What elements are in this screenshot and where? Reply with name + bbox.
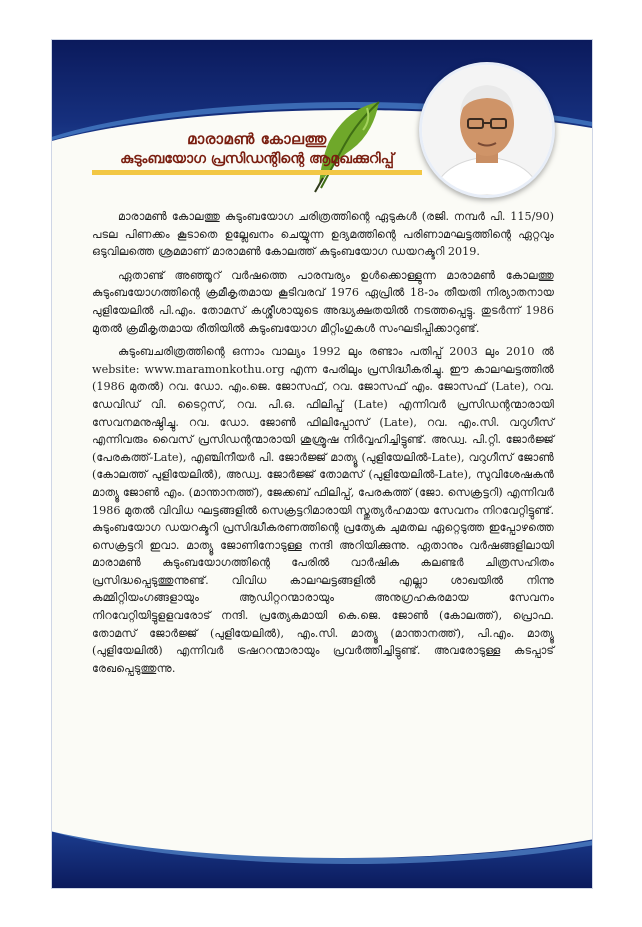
title-line-1: മാരാമൺ കോലത്തു	[187, 130, 327, 148]
paragraph-2: ഏതാണ്ട് അഞ്ഞൂറ് വർഷത്തെ പാരമ്പര്യം ഉൾക്കൊള്ളുന്ന മാരാമൺ കോലത്തു കുടുംബയോഗത്തിന്റെ ക്രമീകൃതമായ കൂടിവരവ് 1976 ഏപ്രിൽ 18-ാം തീയതി നിര്യാതനായ പുളിയേലിൽ പി.എം. തോമസ് കശ്ശീശായുടെ അദ്ധ്യക്ഷതയിൽ നടത്തപ്പെട്ടു. തുടർന്ന് 1986 മുതൽ ക്രമീകൃതമായ രീതിയിൽ കുടുംബയോഗ മീറ്റിംഗുകൾ സംഘടിപ്പിക്കാറുണ്ട്.	[92, 268, 554, 335]
paragraph-3: കുടുംബചരിത്രത്തിന്റെ ഒന്നാം വാല്യം 1992 ലും രണ്ടാം പതിപ്പ് 2003 ലും 2010 ൽ website: www.maramonkothu.org എന്ന പേരിലും പ്രസിദ്ധീകരിച്ചു. ഈ കാലഘട്ടത്തിൽ (1986 മുതൽ) റവ. ഡോ. എം.ജെ. ജോസഫ്, റവ. ജോസഫ് എം. ജോസഫ് (Late), റവ. ഡേവിഡ് വി. ടൈറ്റസ്, റവ. പി.ഒ. ഫിലിപ്പ് (Late) എന്നിവർ പ്രസിഡന്റന്മാരായി സേവനമനുഷ്ഠിച്ചു. റവ. ഡോ. ജോൺ ഫിലിപ്പോസ് (Late), റവ. എം.സി. വറുഗീസ് എന്നിവരും വൈസ് പ്രസിഡന്റന്മാരായി ശുശ്രൂഷ നിർവ്വഹിച്ചിട്ടുണ്ട്. അഡ്വ. പി.റ്റി. ജോർജ്ജ് (പേരകത്ത്-Late), എഞ്ചിനീയർ പി. ജോർജ്ജ് മാത്യൂ (പുളിയേലിൽ-Late), വറുഗീസ് ജോൺ (കോലത്ത് പുളിയേലിൽ), അഡ്വ. ജോർജ്ജ് തോമസ് (പുളിയേലിൽ-Late), സുവിശേഷകൻ മാത്യൂ ജോൺ എം. (മാന്താനത്ത്), ജേക്കബ് ഫിലിപ്പ്, പേരകത്ത് (ജോ. സെക്രട്ടറി) എന്നിവർ 1986 മുതൽ വിവിധ ഘട്ടങ്ങളിൽ സെക്രട്ടറിമാരായി സ്തുത്യർഹമായ സേവനം നിറവേറ്റിട്ടുണ്ട്. കുടുംബയോഗ ഡയറക്ടറി പ്രസിദ്ധീകരണത്തിന്റെ പ്രത്യേക ചുമതല ഏറ്റെടുത്ത ഇപ്പോഴത്തെ സെക്രട്ടറി ഇവാ. മാത്യൂ ജോണിനോടുള്ള നന്ദി അറിയിക്കുന്നു. ഏതാനും വർഷങ്ങളിലായി മാരാമൺ കുടുംബയോഗത്തിന്റെ പേരിൽ വാർഷിക കലണ്ടർ ചിത്രസഹിതം പ്രസിദ്ധപ്പെടുത്തുന്നുണ്ട്. വിവിധ കാലഘട്ടങ്ങളിൽ എല്ലാ ശാഖയിൽ നിന്നു കമ്മിറ്റിയംഗങ്ങളായും ആഡിറ്ററന്മാരായും അനുഗ്രഹകരമായ സേവനം നിറവേറ്റിയിട്ടുളളവരോട് നന്ദി. പ്രത്യേകമായി കെ.ജെ. ജോൺ (കോലത്ത്), പ്രൊഫ. തോമസ് ജോർജ്ജ് (പുളിയേലിൽ), എം.സി. മാത്യൂ (മാന്താനത്ത്), പി.എം. മാത്യൂ (പുളിയേലിൽ) എന്നിവർ ട്രഷററന്മാരായും പ്രവർത്തിച്ചിട്ടുണ്ട്. അവരോടുള്ള കടപ്പാട് രേഖപ്പെടുത്തുന്നു.	[92, 345, 554, 675]
body-text	[92, 208, 554, 683]
title-line-2: കുടുംബയോഗ പ്രസിഡന്റിന്റെ ആമുഖക്കുറിപ്പ്	[92, 151, 422, 175]
portrait-photo-icon	[422, 65, 552, 195]
paragraph-1: മാരാമൺ കോലത്തു കുടുംബയോഗ ചരിത്രത്തിന്റെ ഏടുകൾ (രജി. നമ്പർ പി. 115/90) പടല പിണക്കം കൂടാതെ ഉല്ലേഖനം ചെയ്യുന്ന ഉദ്യമത്തിന്റെ പരിണാമഘട്ടത്തിന്റെ ഏറ്റവും ഒടുവിലത്തെ ശ്രമമാണ് മാരാമൺ കോലത്ത് കുടുംബയോഗ ഡയറക്ടറി 2019.	[92, 210, 554, 259]
document-page	[52, 40, 592, 888]
document-title	[92, 130, 422, 175]
president-portrait	[419, 62, 555, 198]
footer-swoosh	[52, 708, 592, 858]
